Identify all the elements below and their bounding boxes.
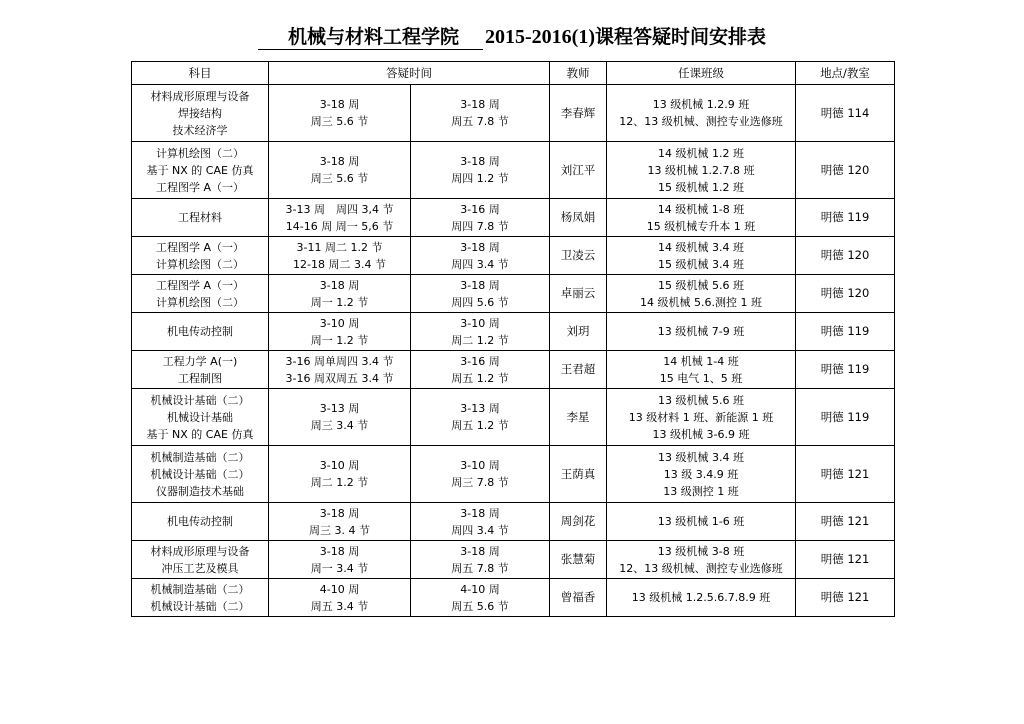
subject-cell-line: 基于 NX 的 CAE 仿真: [146, 163, 254, 177]
classes-cell-line: 14 级机械 1-8 班: [657, 202, 745, 216]
classes-cell-line: 14 级机械 5.6.测控 1 班: [640, 295, 762, 309]
subject-cell: [132, 503, 269, 541]
classes-cell: [607, 237, 796, 275]
time-cell-2: [411, 142, 550, 199]
table-row: [132, 351, 895, 389]
classes-cell: [607, 389, 796, 446]
time-cell-2: [411, 541, 550, 579]
classes-cell-line: 15 电气 1、5 班: [659, 371, 743, 385]
schedule-table: [131, 61, 895, 617]
classes-cell: [607, 142, 796, 199]
room-cell: 明德 120: [796, 275, 895, 313]
classes-cell: [607, 446, 796, 503]
time-cell-2-line: 3-18 周: [460, 278, 500, 292]
time-cell-2-line: 周五 1.2 节: [451, 419, 509, 432]
time-cell-1-line: 周一 1.2 节: [310, 333, 369, 347]
time-cell-1: [269, 85, 411, 142]
classes-cell-line: 15 级机械 3.4 班: [658, 257, 744, 271]
time-cell-1-line: 周三 5.6 节: [310, 115, 369, 128]
table-row: [132, 199, 895, 237]
time-cell-1-line: 3-16 周双周五 3.4 节: [285, 371, 394, 385]
classes-cell-line: 13 级机械 3-8 班: [657, 544, 745, 558]
subject-cell-line: 计算机绘图（二）: [156, 257, 244, 271]
time-cell-1-line: 周五 3.4 节: [310, 599, 369, 613]
classes-cell-line: 13 级机械 3-6.9 班: [652, 427, 750, 441]
time-cell-1-line: 周二 1.2 节: [310, 476, 369, 489]
subject-cell-line: 计算机绘图（二）: [156, 295, 244, 309]
classes-cell: [607, 351, 796, 389]
classes-cell: [607, 579, 796, 617]
classes-cell-line: 14 级机械 1.2 班: [658, 146, 744, 160]
time-cell-2-line: 周三 7.8 节: [451, 476, 509, 489]
room-cell: 明德 119: [796, 351, 895, 389]
table-row: [132, 313, 895, 351]
time-cell-1-line: 3-18 周: [319, 278, 360, 292]
term: 2015-2016(1): [485, 26, 595, 48]
classes-cell-line: 13 级机械 7-9 班: [657, 325, 745, 338]
time-cell-1-line: 周三 5.6 节: [310, 172, 369, 185]
classes-cell-line: 15 级机械专升本 1 班: [646, 219, 756, 233]
subject-cell: [132, 579, 269, 617]
time-cell-2: [411, 351, 550, 389]
time-cell-2-line: 周五 7.8 节: [451, 561, 509, 575]
header-row: [132, 62, 895, 85]
classes-cell-line: 13 级机械 1.2.9 班: [652, 98, 750, 111]
teacher-cell: 卫凌云: [550, 237, 607, 275]
classes-cell-line: 13 级材料 1 班、新能源 1 班: [628, 410, 774, 424]
subject-cell-line: 基于 NX 的 CAE 仿真: [146, 427, 254, 441]
subject-cell: [132, 351, 269, 389]
classes-cell-line: 15 级机械 5.6 班: [658, 278, 744, 292]
time-cell-1-line: 周一 1.2 节: [310, 295, 369, 309]
time-cell-2: [411, 313, 550, 351]
time-cell-1: [269, 579, 411, 617]
teacher-cell: 王荫真: [550, 446, 607, 503]
classes-cell-line: 13 级机械 1-6 班: [657, 515, 745, 528]
subject-cell-line: 工程图学 A（一）: [155, 180, 245, 194]
subject-cell-line: 机械制造基础（二）: [150, 450, 250, 464]
time-cell-1-line: 周三 3. 4 节: [309, 523, 370, 537]
time-cell-1: [269, 313, 411, 351]
time-cell-2-line: 3-13 周: [460, 402, 500, 415]
time-cell-2-line: 3-18 周: [460, 155, 500, 168]
table-row: [132, 389, 895, 446]
time-cell-1: [269, 275, 411, 313]
subject-cell-line: 机电传动控制: [167, 325, 233, 338]
time-cell-2-line: 4-10 周: [460, 582, 500, 596]
teacher-cell: 张慧菊: [550, 541, 607, 579]
title-suffix: 课程答疑时间安排表: [594, 26, 766, 48]
subject-cell-line: 机械设计基础（二）: [150, 467, 250, 481]
time-cell-1-line: 3-13 周 周四 3,4 节: [285, 202, 394, 216]
time-cell-1: [269, 541, 411, 579]
time-cell-2: [411, 389, 550, 446]
time-cell-2: [411, 446, 550, 503]
time-cell-2-line: 3-16 周: [460, 202, 500, 216]
time-cell-2: [411, 579, 550, 617]
classes-cell: [607, 541, 796, 579]
time-cell-1: [269, 237, 411, 275]
time-cell-2-line: 3-18 周: [460, 240, 500, 254]
teacher-cell: 卓丽云: [550, 275, 607, 313]
header-room: 地点/教室: [796, 62, 895, 85]
classes-cell: [607, 199, 796, 237]
subject-cell: [132, 237, 269, 275]
time-cell-2-line: 周二 1.2 节: [451, 333, 509, 347]
table-row: [132, 275, 895, 313]
time-cell-2-line: 周四 5.6 节: [451, 295, 509, 309]
time-cell-1-line: 周一 3.4 节: [310, 561, 369, 575]
time-cell-2-line: 周五 7.8 节: [451, 115, 509, 128]
classes-cell-line: 13 级测控 1 班: [663, 484, 739, 498]
subject-cell-line: 机械制造基础（二）: [150, 582, 250, 596]
time-cell-2-line: 3-16 周: [460, 354, 500, 368]
classes-cell-line: 13 级机械 1.2.5.6.7.8.9 班: [631, 591, 771, 604]
classes-cell-line: 14 机械 1-4 班: [663, 354, 739, 368]
table-row: [132, 503, 895, 541]
time-cell-1: [269, 351, 411, 389]
room-cell: 明德 121: [796, 579, 895, 617]
header-time: 答疑时间: [269, 62, 550, 85]
time-cell-1-line: 3-10 周: [319, 316, 360, 330]
time-cell-1: [269, 503, 411, 541]
classes-cell: [607, 503, 796, 541]
time-cell-1-line: 3-11 周二 1.2 节: [296, 240, 383, 254]
time-cell-2-line: 周五 1.2 节: [451, 371, 509, 385]
subject-cell-line: 仪器制造技术基础: [156, 484, 244, 498]
classes-cell: [607, 85, 796, 142]
header-teacher: 教师: [550, 62, 607, 85]
time-cell-1-line: 3-10 周: [319, 459, 360, 472]
time-cell-1-line: 3-18 周: [319, 155, 360, 168]
room-cell: 明德 121: [796, 446, 895, 503]
subject-cell-line: 材料成形原理与设备: [150, 89, 250, 103]
subject-cell-line: 工程力学 A(一): [162, 354, 238, 368]
time-cell-2-line: 周四 3.4 节: [451, 257, 509, 271]
table-row: [132, 541, 895, 579]
room-cell: 明德 119: [796, 389, 895, 446]
classes-cell-line: 15 级机械 1.2 班: [658, 180, 744, 194]
time-cell-1-line: 周三 3.4 节: [310, 419, 369, 432]
time-cell-2: [411, 199, 550, 237]
time-cell-2-line: 3-18 周: [460, 506, 500, 520]
subject-cell: [132, 446, 269, 503]
subject-cell: [132, 541, 269, 579]
subject-cell-line: 工程图学 A（一）: [155, 278, 245, 292]
table-row: [132, 237, 895, 275]
time-cell-1-line: 3-18 周: [319, 506, 360, 520]
teacher-cell: 周剑花: [550, 503, 607, 541]
subject-cell: [132, 142, 269, 199]
room-cell: 明德 120: [796, 142, 895, 199]
classes-cell-line: 12、13 级机械、测控专业选修班: [619, 561, 783, 575]
time-cell-2-line: 周五 5.6 节: [451, 599, 509, 613]
teacher-cell: 曾福香: [550, 579, 607, 617]
subject-cell-line: 机械设计基础（二）: [150, 599, 250, 613]
classes-cell: [607, 313, 796, 351]
teacher-cell: 王君超: [550, 351, 607, 389]
time-cell-2: [411, 503, 550, 541]
time-cell-1-line: 3-18 周: [319, 98, 360, 111]
subject-cell-line: 机电传动控制: [167, 515, 233, 528]
time-cell-2-line: 3-18 周: [460, 544, 500, 558]
classes-cell-line: 12、13 级机械、测控专业选修班: [619, 115, 783, 128]
header-subject: 科目: [132, 62, 269, 85]
time-cell-1-line: 14-16 周 周一 5,6 节: [285, 219, 394, 233]
subject-cell: [132, 313, 269, 351]
school-name: 机械与材料工程学院: [258, 22, 483, 50]
time-cell-1: [269, 199, 411, 237]
time-cell-1: [269, 389, 411, 446]
time-cell-1-line: 12-18 周二 3.4 节: [293, 257, 386, 271]
time-cell-1: [269, 446, 411, 503]
subject-cell-line: 技术经济学: [172, 123, 228, 137]
teacher-cell: 刘玥: [550, 313, 607, 351]
time-cell-2-line: 3-10 周: [460, 316, 500, 330]
time-cell-1: [269, 142, 411, 199]
time-cell-1-line: 3-18 周: [319, 544, 360, 558]
table-row: [132, 579, 895, 617]
classes-cell-line: 13 级 3.4.9 班: [663, 467, 739, 481]
subject-cell-line: 机械设计基础（二）: [150, 393, 250, 407]
time-cell-2: [411, 275, 550, 313]
classes-cell-line: 13 级机械 3.4 班: [658, 450, 744, 464]
page-title: [0, 22, 1024, 50]
time-cell-2-line: 周四 1.2 节: [451, 172, 509, 185]
time-cell-1-line: 4-10 周: [319, 582, 360, 596]
table-row: [132, 85, 895, 142]
subject-cell-line: 工程制图: [178, 371, 222, 385]
room-cell: 明德 121: [796, 541, 895, 579]
room-cell: 明德 119: [796, 199, 895, 237]
time-cell-2-line: 周四 3.4 节: [451, 523, 509, 537]
subject-cell-line: 计算机绘图（二）: [156, 146, 244, 160]
room-cell: 明德 114: [796, 85, 895, 142]
teacher-cell: 李星: [550, 389, 607, 446]
subject-cell: [132, 85, 269, 142]
time-cell-2-line: 周四 7.8 节: [451, 219, 509, 233]
subject-cell-line: 材料成形原理与设备: [150, 544, 250, 558]
header-classes: 任课班级: [607, 62, 796, 85]
time-cell-2-line: 3-18 周: [460, 98, 500, 111]
classes-cell-line: 13 级机械 5.6 班: [658, 393, 744, 407]
time-cell-2: [411, 85, 550, 142]
teacher-cell: 杨凤娟: [550, 199, 607, 237]
classes-cell-line: 13 级机械 1.2.7.8 班: [647, 163, 755, 177]
subject-cell-line: 工程材料: [178, 211, 222, 224]
subject-cell: [132, 389, 269, 446]
subject-cell: [132, 275, 269, 313]
teacher-cell: 刘江平: [550, 142, 607, 199]
table-row: [132, 142, 895, 199]
subject-cell-line: 焊接结构: [178, 106, 222, 120]
room-cell: 明德 121: [796, 503, 895, 541]
subject-cell-line: 工程图学 A（一）: [155, 240, 245, 254]
time-cell-1-line: 3-16 周单周四 3.4 节: [285, 354, 394, 368]
room-cell: 明德 119: [796, 313, 895, 351]
table-row: [132, 446, 895, 503]
classes-cell-line: 14 级机械 3.4 班: [658, 240, 744, 254]
time-cell-2: [411, 237, 550, 275]
time-cell-1-line: 3-13 周: [319, 402, 360, 415]
subject-cell: [132, 199, 269, 237]
subject-cell-line: 机械设计基础: [167, 410, 233, 424]
room-cell: 明德 120: [796, 237, 895, 275]
time-cell-2-line: 3-10 周: [460, 459, 500, 472]
classes-cell: [607, 275, 796, 313]
subject-cell-line: 冲压工艺及模具: [161, 561, 239, 575]
teacher-cell: 李春辉: [550, 85, 607, 142]
